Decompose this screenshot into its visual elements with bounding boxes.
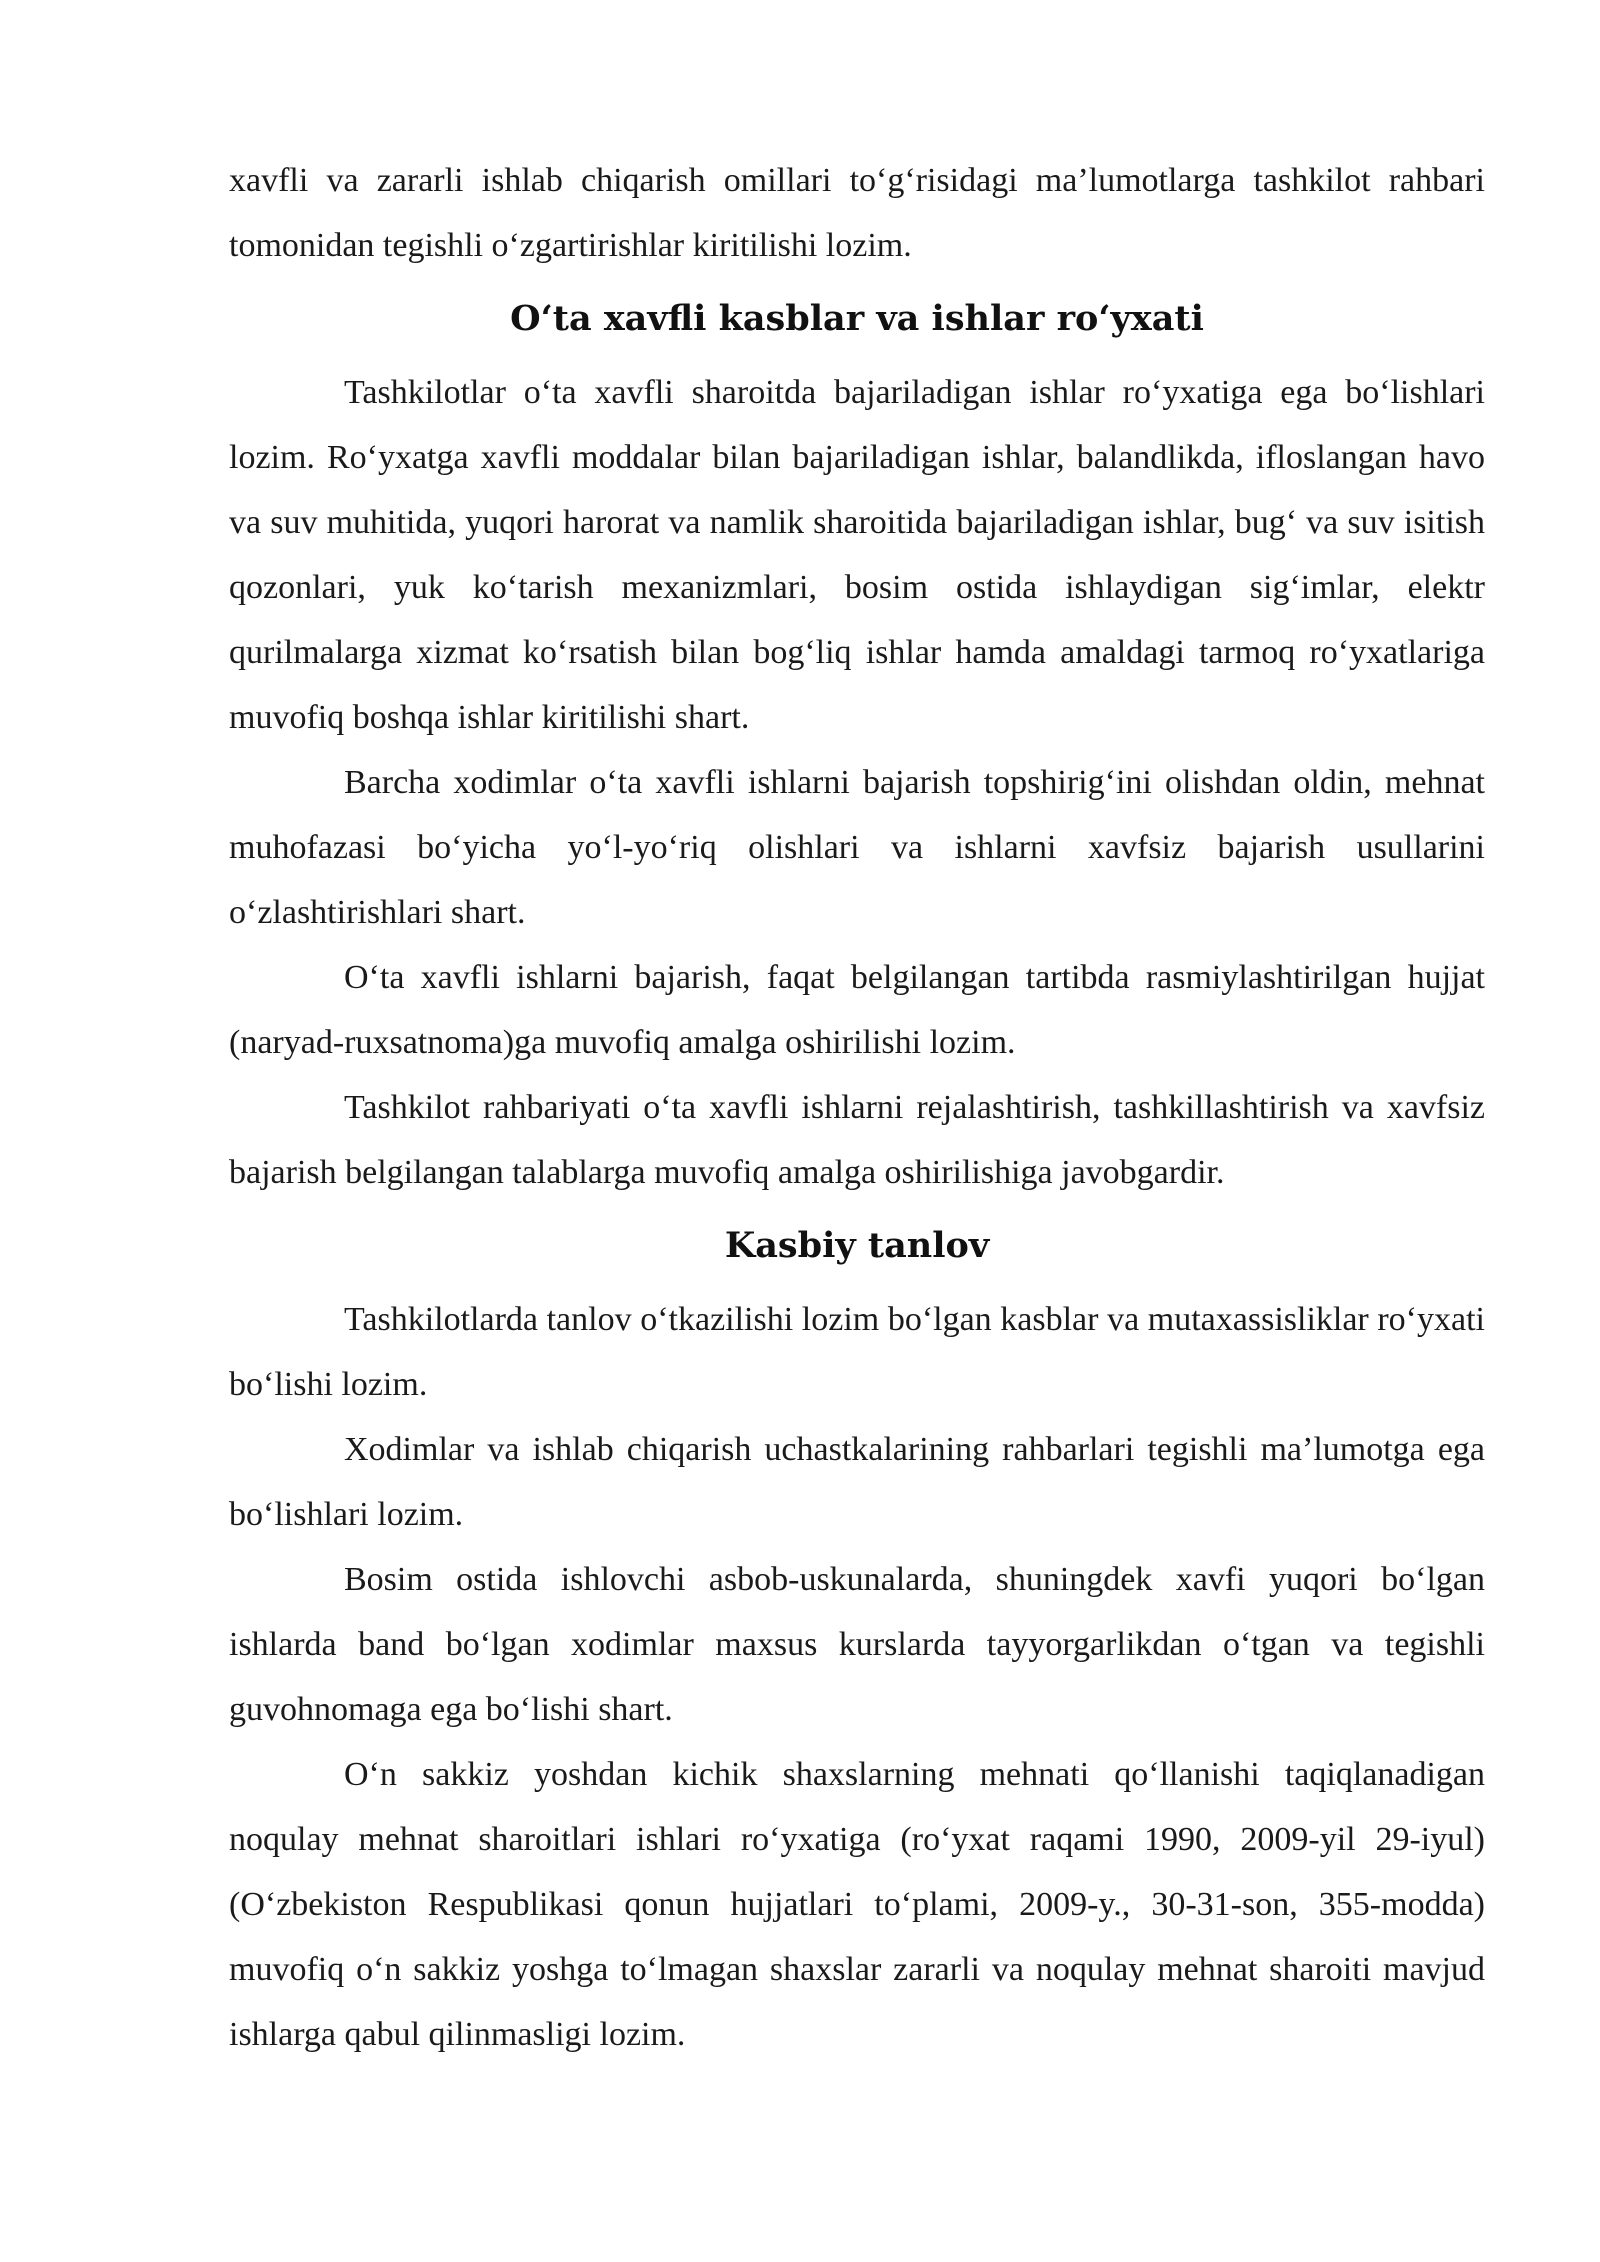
document-page [229, 148, 1485, 2067]
paragraph: Tashkilot rahbariyati o‘ta xavfli ishlarni rejalashtirish, tashkillashtirish va xavfsiz bajarish belgilangan talablarga muvofiq amalga oshirilishiga javobgardir. [229, 1089, 1485, 1191]
section-heading-hazardous-jobs: O‘ta xavfli kasblar va ishlar ro‘yxati [510, 298, 1204, 339]
paragraph: Bosim ostida ishlovchi asbob-uskunalarda, shuningdek xavfi yuqori bo‘lgan ishlarda band bo‘lgan xodimlar maxsus kurslarda tayyorgarlikdan o‘tgan va tegishli guvohnomaga ega bo‘lishi shart. [229, 1561, 1485, 1728]
paragraph: Xodimlar va ishlab chiqarish uchastkalarining rahbarlari tegishli ma’lumotga ega bo‘lishlari lozim. [229, 1431, 1485, 1533]
paragraph: Barcha xodimlar o‘ta xavfli ishlarni bajarish topshirig‘ini olishdan oldin, mehnat muhofazasi bo‘yicha yo‘l-yo‘riq olishlari va ishlarni xavfsiz bajarish usullarini o‘zlashtirishlari shart. [229, 764, 1485, 931]
section-heading-professional-selection: Kasbiy tanlov [724, 1225, 990, 1266]
paragraph: Tashkilotlar o‘ta xavfli sharoitda bajariladigan ishlar ro‘yxatiga ega bo‘lishlari lozim. Ro‘yxatga xavfli moddalar bilan bajariladigan ishlar, balandlikda, ifloslangan havo va suv muhitida, yuqori harorat va namlik sharoitida bajariladigan ishlar, bug‘ va suv isitish qozonlari, yuk ko‘tarish mexanizmlari, bosim ostida ishlaydigan sig‘imlar, elektr qurilmalarga xizmat ko‘rsatish bilan bog‘liq ishlar hamda amaldagi tarmoq ro‘yxatlariga muvofiq boshqa ishlar kiritilishi shart. [229, 374, 1485, 736]
paragraph: O‘ta xavfli ishlarni bajarish, faqat belgilangan tartibda rasmiylashtirilgan hujjat (naryad-ruxsatnoma)ga muvofiq amalga oshirilishi lozim. [229, 959, 1485, 1061]
paragraph-continuation: xavfli va zararli ishlab chiqarish omillari to‘g‘risidagi ma’lumotlarga tashkilot rahbari tomonidan tegishli o‘zgartirishlar kiritilishi lozim. [229, 162, 1485, 264]
paragraph: O‘n sakkiz yoshdan kichik shaxslarning mehnati qo‘llanishi taqiqlanadigan noqulay mehnat sharoitlari ishlari ro‘yxatiga (ro‘yxat raqami 1990, 2009-yil 29-iyul) (O‘zbekiston Respublikasi qonun hujjatlari to‘plami, 2009-y., 30-31-son, 355-modda) muvofiq o‘n sakkiz yoshga to‘lmagan shaxslar zararli va noqulay mehnat sharoiti mavjud ishlarga qabul qilinmasligi lozim. [229, 1756, 1485, 2053]
paragraph: Tashkilotlarda tanlov o‘tkazilishi lozim bo‘lgan kasblar va mutaxassisliklar ro‘yxati bo‘lishi lozim. [229, 1301, 1485, 1403]
